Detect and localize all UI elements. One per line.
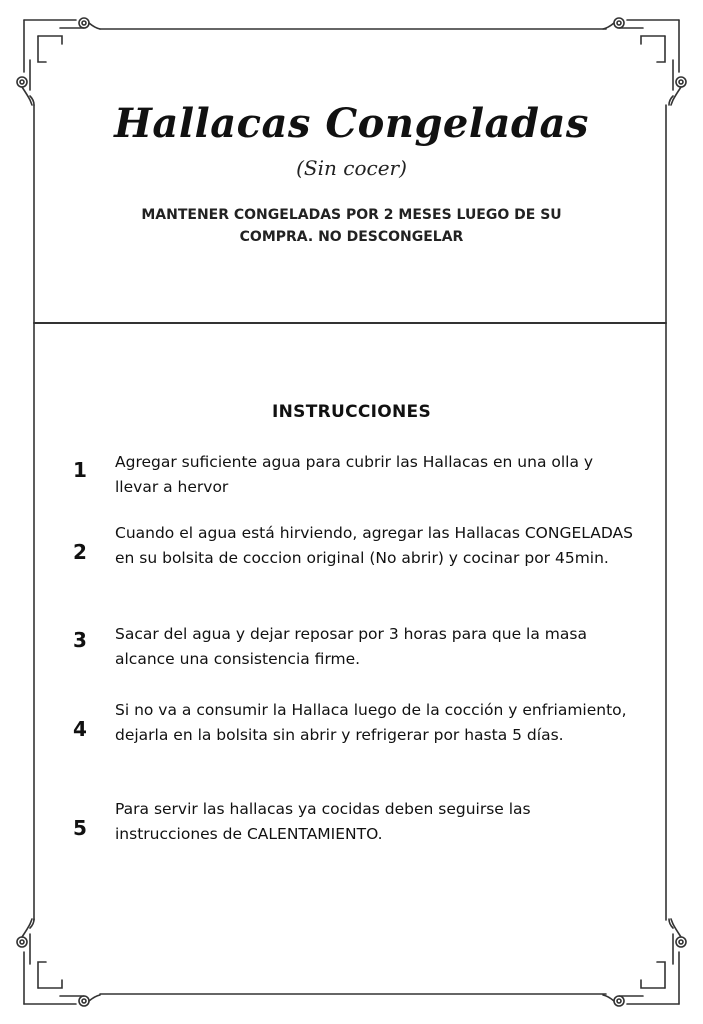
step-text: Cuando el agua está hirviendo, agregar las Hallacas CONGELADAS en su bolsita de coccion original (No abrir) y cocinar por 45min.	[115, 524, 633, 567]
instructions-heading: INSTRUCCIONES	[272, 402, 431, 422]
step-text: Sacar del agua y dejar reposar por 3 horas para que la masa alcance una consistencia firme.	[115, 625, 587, 668]
step-number: 1	[73, 458, 87, 482]
page-title: Hallacas Congeladas	[114, 100, 589, 147]
step-number: 4	[73, 717, 87, 741]
page-subtitle: (Sin cocer)	[296, 156, 407, 180]
step-text: Agregar suficiente agua para cubrir las Hallacas en una olla y llevar a hervor	[115, 453, 594, 496]
step-number: 5	[73, 816, 87, 840]
step-text: Si no va a consumir la Hallaca luego de la cocción y enfriamiento, dejarla en la bolsita sin abrir y refrigerar por hasta 5 días.	[115, 701, 627, 744]
storage-warning: MANTENER CONGELADAS POR 2 MESES LUEGO DE SU COMPRA. NO DESCONGELAR	[141, 207, 562, 245]
step-number: 2	[73, 540, 87, 564]
step-number: 3	[73, 628, 87, 652]
step-text: Para servir las hallacas ya cocidas deben seguirse las instrucciones de CALENTAMIENTO.	[115, 800, 531, 843]
